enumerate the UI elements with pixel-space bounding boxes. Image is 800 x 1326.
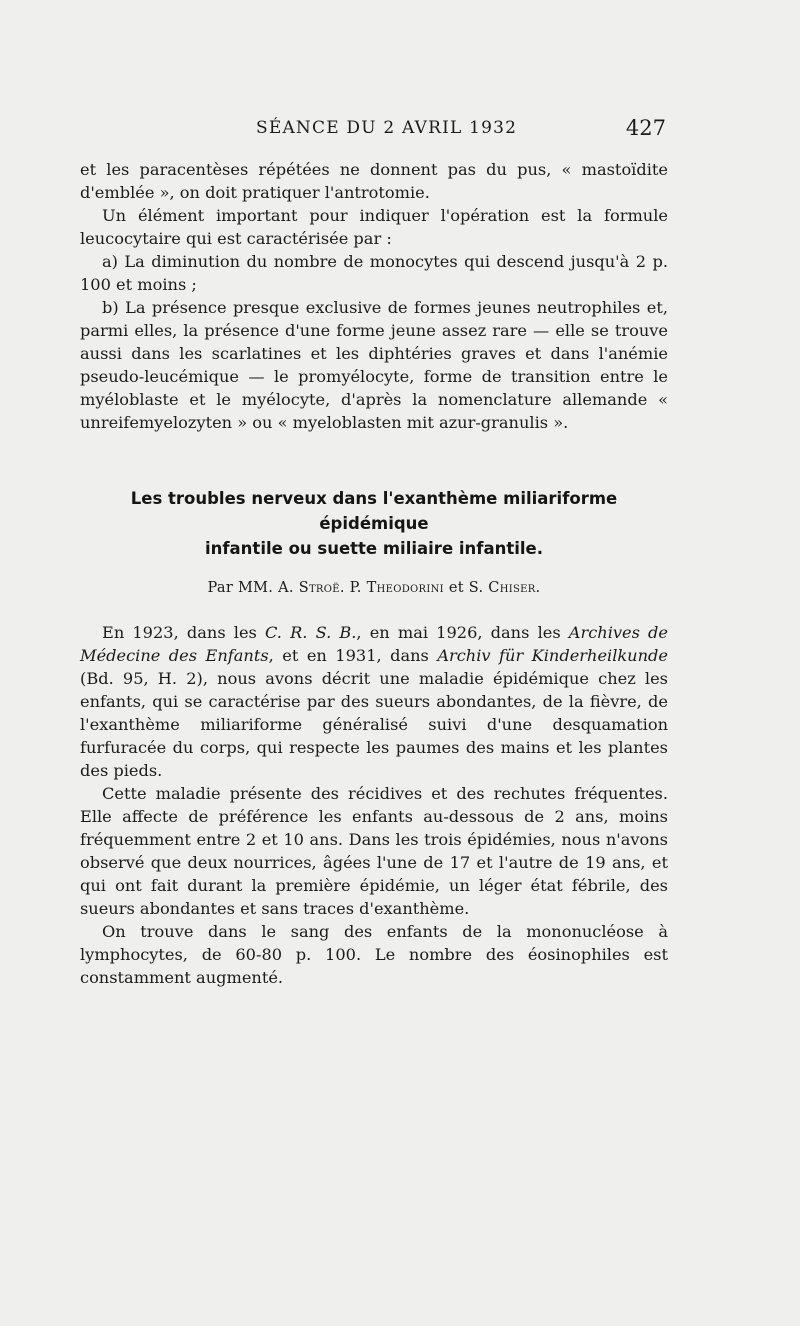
text-run: , et en 1931, dans (268, 646, 438, 665)
journal-title: C. R. S. B. (264, 623, 357, 642)
section-title-line-1: Les troubles nerveux dans l'exanthème miliariforme épidémique (130, 489, 618, 533)
text-run: En 1923, dans les (102, 623, 265, 642)
page-content (80, 158, 668, 989)
authors-line (80, 577, 668, 599)
section-title-line-2: infantile ou suette miliaire infantile. (204, 539, 544, 558)
page-number: 427 (625, 116, 666, 140)
journal-title: Archiv für Kinderheilkunde (437, 646, 668, 665)
journal-title: Archives de Médecine des Enfants (80, 623, 668, 665)
paragraph-item-b: b) La présence presque exclusive de formes jeunes neutrophiles et, parmi elles, la présence d'une forme jeune assez rare — elle se trouve aussi dans les scarlatines et les diphtéries graves et dans l'anémie pseudo-leucémique — le promyélocyte, forme de transition entre le myéloblaste et le myélocyte, d'après la nomenclature allemande « unreifemyelozyten » ou « myeloblasten mit azur-granulis ». (80, 298, 668, 432)
authors-prefix: Par MM. A. (207, 580, 299, 596)
author-name: Theodorini (366, 580, 444, 596)
authors-separator: et S. (443, 580, 489, 596)
author-name: Stroë (298, 580, 340, 596)
section-title (80, 486, 668, 561)
page-header (80, 118, 666, 148)
article-body (80, 621, 668, 989)
paragraph-recurrence: Cette maladie présente des récidives et des rechutes fréquentes. Elle affecte de préférence les enfants au-dessous de 2 ans, moins fréquemment entre 2 et 10 ans. Dans les trois épidémies, nous n'avons observé que deux nourrices, âgées l'une de 17 et l'autre de 19 ans, et qui ont fait durant la première épidémie, un léger état fébrile, des sueurs abondantes et sans traces d'exanthème. (80, 784, 668, 918)
paragraph-formula: Un élément important pour indiquer l'opération est la formule leucocytaire qui est caractérisée par : (80, 206, 668, 248)
paragraph-continuation: et les paracentèses répétées ne donnent pas du pus, « mastoïdite d'emblée », on doit pratiquer l'antrotomie. (80, 160, 668, 202)
text-run: , en mai 1926, dans les (356, 623, 569, 642)
text-run: (Bd. 95, H. 2), nous avons décrit une maladie épidémique chez les enfants, qui se caractérise par des sueurs abondantes, de la fièvre, de l'exanthème miliariforme généralisé suivi d'une desquamation furfuracée du corps, qui respecte les paumes des mains et les plantes des pieds. (80, 669, 668, 780)
paragraph-item-a: a) La diminution du nombre de monocytes qui descend jusqu'à 2 p. 100 et moins ; (80, 252, 668, 294)
author-name: Chiser (488, 580, 536, 596)
paragraph-introduction (80, 621, 668, 782)
authors-suffix: . (535, 580, 541, 596)
paragraph-blood: On trouve dans le sang des enfants de la mononucléose à lymphocytes, de 60-80 p. 100. Le nombre des éosinophiles est constamment augmenté. (80, 922, 668, 987)
running-head: SÉANCE DU 2 AVRIL 1932 (256, 118, 518, 138)
authors-separator: . P. (339, 580, 367, 596)
